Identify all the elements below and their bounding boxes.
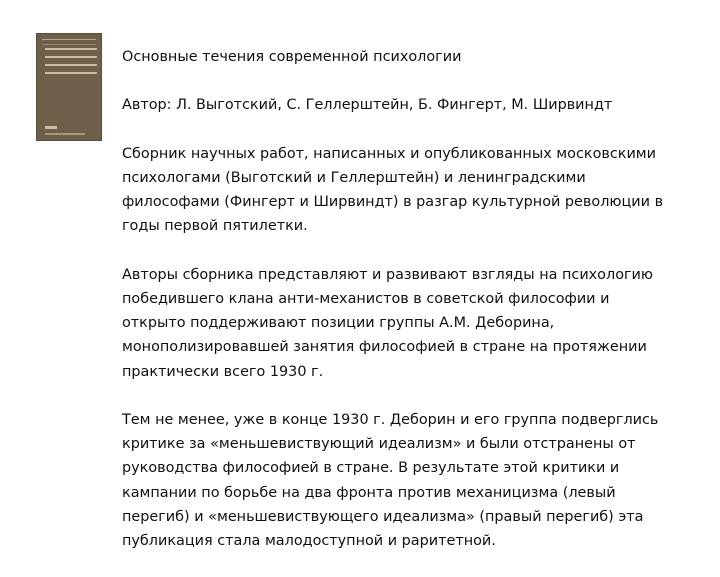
cover-footer-line xyxy=(45,133,85,135)
cover-title-lines xyxy=(45,48,97,80)
paragraph-description: Сборник научных работ, написанных и опубликованных московскими психологами (Выготский и Геллерштейн) и ленинградскими философами (Фингерт и Ширвиндт) в разгар культурной революции в годы первой пятилетки. xyxy=(122,145,664,235)
book-cover-image xyxy=(36,33,102,141)
paragraph-views: Авторы сборника представляют и развивают взгляды на психологию победившего клана анти-механистов в советской философии и открыто поддерживают позиции группы А.М. Деборина, монополизировавшей занятия философией в стране на протяжении практически всего 1930 г. xyxy=(122,266,654,380)
cover-header-lines xyxy=(42,37,96,45)
book-title: Основные течения современной психологии xyxy=(122,49,462,65)
book-authors: Автор: Л. Выготский, С. Геллерштейн, Б. Фингерт, М. Ширвиндт xyxy=(122,97,613,114)
paragraph-criticism: Тем не менее, уже в конце 1930 г. Деборин и его группа подверглись критике за «меньшевиствующий идеализм» и были отстранены от руководства философией в стране. В результате этой критики и кампании по борьбе на два фронта против механицизма (левый перегиб) и «меньшевиствующего идеализма» (правый перегиб) эта публикация стала малодоступной и раритетной. xyxy=(122,411,659,549)
cover-year-mark xyxy=(45,126,57,129)
slide-text xyxy=(122,45,682,577)
